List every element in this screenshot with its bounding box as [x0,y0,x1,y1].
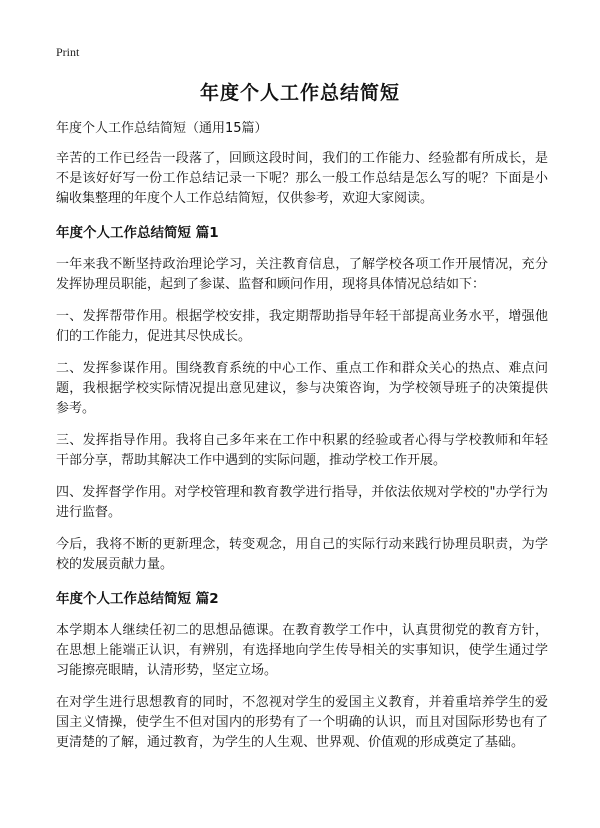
document-body [56,120,548,765]
section-heading-2: 年度个人工作总结简短 篇2 [56,591,219,607]
document-subtitle: 年度个人工作总结简短（通用15篇） [56,121,268,136]
paragraph: 在对学生进行思想教育的同时，不忽视对学生的爱国主义教育，并着重培养学生的爱国主义情操，使学生不但对国内的形势有了一个明确的认识，而且对国际形势也有了更清楚的了解，通过教育，为学生的人生观、世界观、价值观的形成奠定了基础。 [56,695,548,750]
page-title: 年度个人工作总结简短 [199,82,400,104]
paragraph: 一年来我不断坚持政治理论学习，关注教育信息，了解学校各项工作开展情况，充分发挥协理员职能，起到了参谋、监督和顾问作用，现将具体情况总结如下： [56,257,548,292]
paragraph: 四、发挥督学作用。对学校管理和教育教学进行指导，并依法依规对学校的"办学行为进行监督。 [56,485,548,520]
paragraph: 本学期本人继续任初二的思想品德课。在教育教学工作中，认真贯彻党的教育方针，在思想上能端正认识，有辨别，有选择地向学生传导相关的实事知识，使学生通过学习能擦亮眼睛，认清形势，坚定立场。 [56,623,548,678]
paragraph: 二、发挥参谋作用。围绕教育系统的中心工作、重点工作和群众关心的热点、难点问题，我根据学校实际情况提出意见建议，参与决策咨询，为学校领导班子的决策提供参考。 [56,361,548,416]
paragraph: 今后，我将不断的更新理念，转变观念，用自己的实际行动来践行协理员职责，为学校的发展贡献力量。 [56,537,548,572]
print-link[interactable]: Print [56,45,80,59]
section-heading-1: 年度个人工作总结简短 篇1 [56,225,219,241]
intro-paragraph: 辛苦的工作已经告一段落了，回顾这段时间，我们的工作能力、经验都有所成长，是不是该好好写一份工作总结记录一下呢？那么一般工作总结是怎么写的呢？下面是小编收集整理的年度个人工作总结简短，仅供参考，欢迎大家阅读。 [56,151,548,206]
paragraph: 三、发挥指导作用。我将自己多年来在工作中积累的经验或者心得与学校教师和年轻干部分享，帮助其解决工作中遇到的实际问题，推动学校工作开展。 [56,433,548,468]
paragraph: 一、发挥帮带作用。根据学校安排，我定期帮助指导年轻干部提高业务水平，增强他们的工作能力，促进其尽快成长。 [56,309,548,344]
